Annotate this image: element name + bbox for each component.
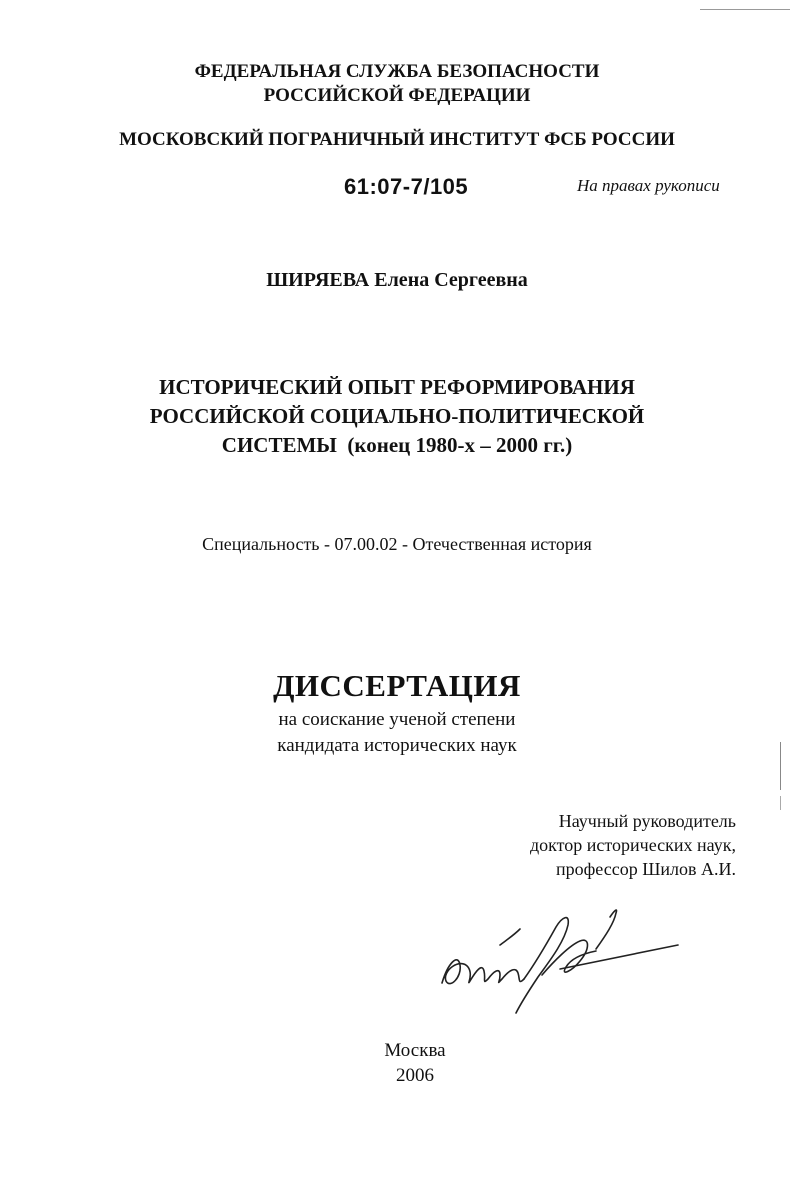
thesis-title-line-2: РОССИЙСКОЙ СОЦИАЛЬНО-ПОЛИТИЧЕСКОЙ <box>149 404 645 428</box>
organization-line-1: ФЕДЕРАЛЬНАЯ СЛУЖБА БЕЗОПАСНОСТИ <box>194 61 600 82</box>
specialty: Специальность - 07.00.02 - Отечественная история <box>202 534 592 554</box>
year: 2006 <box>396 1065 434 1086</box>
thesis-title-period: (конец 1980-х – 2000 гг.) <box>347 433 573 457</box>
thesis-title-line-1: ИСТОРИЧЕСКИЙ ОПЫТ РЕФОРМИРОВАНИЯ <box>159 375 635 399</box>
thesis-title-line-3 <box>0 430 794 460</box>
manuscript-note: На правах рукописи <box>577 176 720 195</box>
organization-line-2: РОССИЙСКОЙ ФЕДЕРАЦИИ <box>263 85 531 106</box>
document-type-heading: ДИССЕРТАЦИЯ <box>273 668 521 703</box>
degree-line-2: кандидата исторических наук <box>277 735 517 756</box>
supervisor-degree: доктор исторических наук, <box>530 835 736 855</box>
thesis-title-system: СИСТЕМЫ <box>221 433 337 457</box>
scan-artifact-top <box>700 9 790 10</box>
supervisor-role: Научный руководитель <box>558 811 736 831</box>
signature-icon <box>430 905 690 1025</box>
catalog-code: 61:07-7/105 <box>344 174 469 199</box>
city: Москва <box>384 1040 446 1061</box>
degree-line-1: на соискание ученой степени <box>278 709 516 730</box>
institute-name: МОСКОВСКИЙ ПОГРАНИЧНЫЙ ИНСТИТУТ ФСБ РОССИИ <box>119 129 675 150</box>
author-name: ШИРЯЕВА Елена Сергеевна <box>266 269 528 291</box>
supervisor-name: профессор Шилов А.И. <box>556 859 736 879</box>
scan-artifact-right-small <box>780 796 781 810</box>
